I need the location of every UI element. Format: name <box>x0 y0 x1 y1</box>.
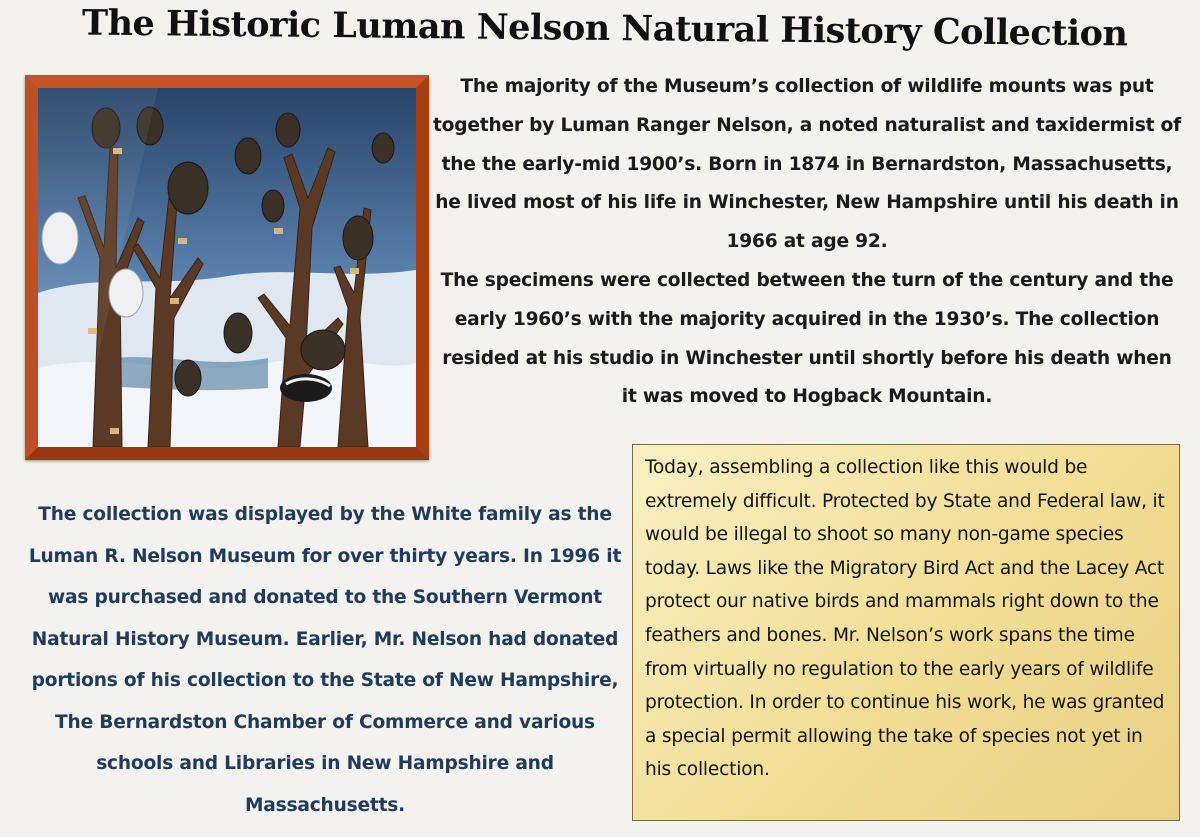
intro-paragraph: The majority of the Museum’s collection of wildlife mounts was put together by Luman Ranger Nelson, a noted naturalist and taxidermist of the the early-mid 1900’s. Born in 1874 in Bernardston, Massachusetts, he lived most of his life in Winchester, New Hampshire until his death in 1966 at age 92. <box>432 76 1182 253</box>
protection-note-box <box>632 444 1180 821</box>
intro-paragraphs <box>432 68 1182 417</box>
diorama-image <box>38 88 416 447</box>
specimens-paragraph: The specimens were collected between the turn of the century and the early 1960’s with the majority acquired in the 1930’s. The collection resided at his studio in Winchester until shortly before his death when it was moved to Hogback Mountain. <box>440 269 1174 408</box>
wildlife-diorama-photo <box>25 75 429 460</box>
sign-title: The Historic Luman Nelson Natural History Collection <box>81 2 1128 55</box>
protection-note-text: Today, assembling a collection like this would be extremely difficult. Protected by State and Federal law, it would be illegal to shoot so many non-game species today. Laws like the Migratory Bird Act and the Lacey Act protect our native birds and mammals right down to the feathers and bones. Mr. Nelson’s work spans the time from virtually no regulation to the early years of wildlife protection. In order to continue his work, he was granted a special permit allowing the take of species not yet in his collection. <box>645 457 1165 781</box>
display-paragraph: The collection was displayed by the White family as the Luman R. Nelson Museum for over thirty years. In 1996 it was purchased and donated to the Southern Vermont Natural History Museum. Earlier, Mr. Nelson had donated portions of his collection to the State of New Hampshire, The Bernardston Chamber of Commerce and various schools and Libraries in New Hampshire and Massachusetts. <box>28 504 622 816</box>
